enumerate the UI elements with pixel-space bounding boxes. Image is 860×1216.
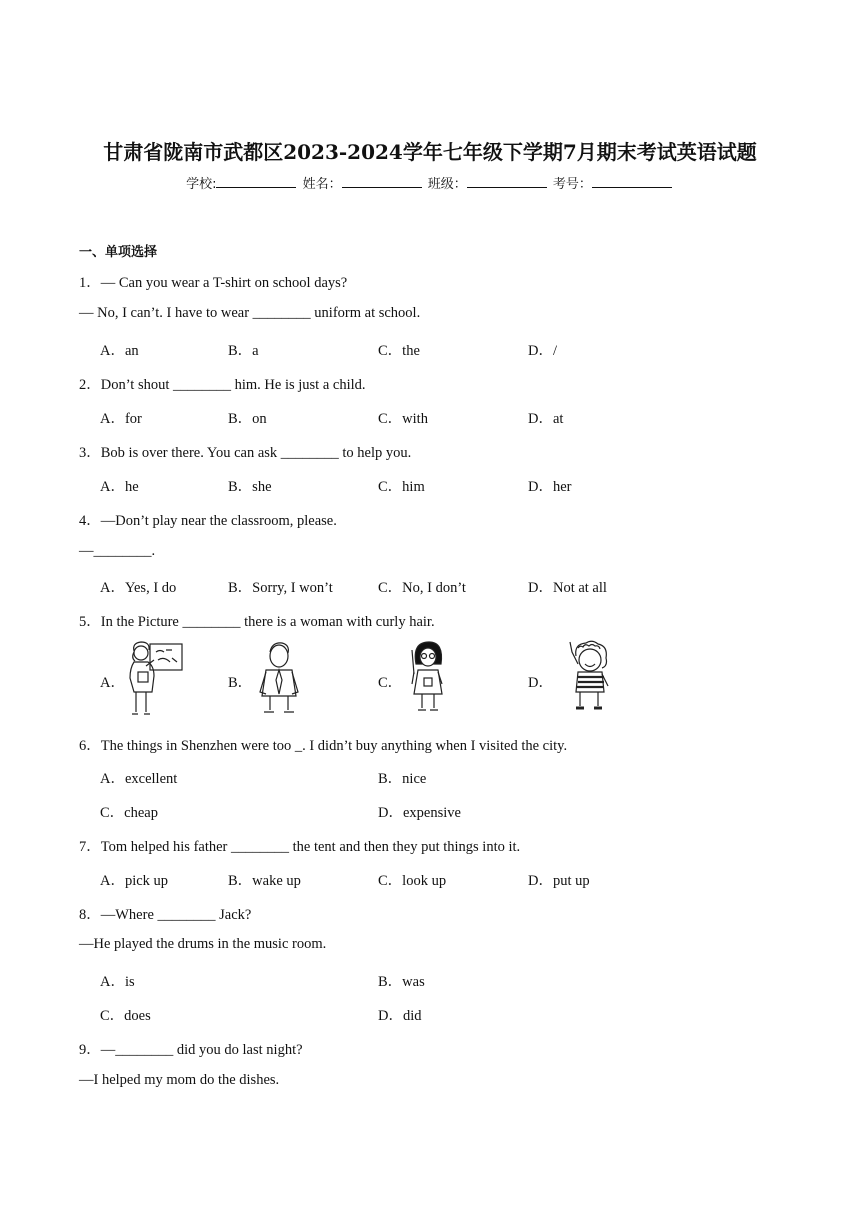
q3-option-c[interactable]: C．him xyxy=(378,479,425,495)
question-8-stem: 8．—Where ________ Jack? xyxy=(79,907,252,923)
class-blank[interactable] xyxy=(467,175,547,188)
question-3-stem: 3．Bob is over there. You can ask ________ to help you. xyxy=(79,445,412,461)
q5-option-a[interactable]: A． xyxy=(100,675,125,691)
q8-option-d[interactable]: D．did xyxy=(378,1008,422,1024)
q1-option-c[interactable]: C．the xyxy=(378,343,420,359)
q5-option-c[interactable]: C． xyxy=(378,675,403,691)
q3-option-d[interactable]: D．her xyxy=(528,479,572,495)
q2-option-d[interactable]: D．at xyxy=(528,411,564,427)
q6-option-b[interactable]: B．nice xyxy=(378,771,427,787)
q2-option-a[interactable]: A．for xyxy=(100,411,142,427)
q3-option-b[interactable]: B．she xyxy=(228,479,272,495)
question-4-stem: 4．—Don’t play near the classroom, please. xyxy=(79,513,337,529)
number-label: 考号： xyxy=(552,177,592,192)
name-blank[interactable] xyxy=(342,175,422,188)
q1-option-b[interactable]: B．a xyxy=(228,343,259,359)
question-1-line-2: — No, I can’t. I have to wear ________ uniform at school. xyxy=(79,305,421,321)
q6-option-d[interactable]: D．expensive xyxy=(378,805,461,821)
question-9-stem: 9．—________ did you do last night? xyxy=(79,1042,303,1058)
q7-option-a[interactable]: A．pick up xyxy=(100,873,169,889)
number-blank[interactable] xyxy=(592,175,672,188)
q2-option-c[interactable]: C．with xyxy=(378,411,428,427)
q1-option-d[interactable]: D．/ xyxy=(528,343,557,359)
q4-option-b[interactable]: B．Sorry, I won’t xyxy=(228,580,333,596)
class-label: 班级： xyxy=(427,177,467,192)
picture-a-teacher-at-board[interactable] xyxy=(120,638,186,718)
q4-option-d[interactable]: D．Not at all xyxy=(528,580,607,596)
question-8-line-2: —He played the drums in the music room. xyxy=(79,936,327,952)
question-9-line-2: —I helped my mom do the dishes. xyxy=(79,1072,280,1088)
question-2-stem: 2．Don’t shout ________ him. He is just a child. xyxy=(79,377,366,393)
q8-option-a[interactable]: A．is xyxy=(100,974,135,990)
q7-option-b[interactable]: B．wake up xyxy=(228,873,301,889)
q5-option-b[interactable]: B． xyxy=(228,675,253,691)
q6-option-a[interactable]: A．excellent xyxy=(100,771,178,787)
section-heading: 一、单项选择 xyxy=(79,245,158,260)
picture-d-curly-hair-person[interactable] xyxy=(566,640,612,714)
question-1-stem: 1．— Can you wear a T-shirt on school days? xyxy=(79,275,348,291)
q8-option-c[interactable]: C．does xyxy=(100,1008,151,1024)
q7-option-d[interactable]: D．put up xyxy=(528,873,590,889)
student-info-line xyxy=(0,173,860,192)
school-label: 学校: xyxy=(186,177,217,192)
q7-option-c[interactable]: C．look up xyxy=(378,873,447,889)
q6-option-c[interactable]: C．cheap xyxy=(100,805,158,821)
question-4-line-2: —________. xyxy=(79,543,156,559)
q5-option-d[interactable]: D． xyxy=(528,675,553,691)
school-blank[interactable] xyxy=(216,175,296,188)
q3-option-a[interactable]: A．he xyxy=(100,479,139,495)
question-5-stem: 5．In the Picture ________ there is a woman with curly hair. xyxy=(79,614,435,630)
q8-option-b[interactable]: B．was xyxy=(378,974,425,990)
q2-option-b[interactable]: B．on xyxy=(228,411,267,427)
q1-option-a[interactable]: A．an xyxy=(100,343,139,359)
q4-option-c[interactable]: C．No, I don’t xyxy=(378,580,466,596)
question-6-stem: 6．The things in Shenzhen were too _. I didn’t buy anything when I visited the city. xyxy=(79,738,568,754)
q4-option-a[interactable]: A．Yes, I do xyxy=(100,580,177,596)
question-7-stem: 7．Tom helped his father ________ the tent and then they put things into it. xyxy=(79,839,521,855)
page-title: 甘肃省陇南市武都区2023-2024学年七年级下学期7月期末考试英语试题 xyxy=(103,140,757,164)
picture-b-man-in-suit[interactable] xyxy=(254,640,304,716)
picture-c-woman-with-glasses[interactable] xyxy=(402,640,452,716)
name-label: 姓名： xyxy=(302,177,342,192)
